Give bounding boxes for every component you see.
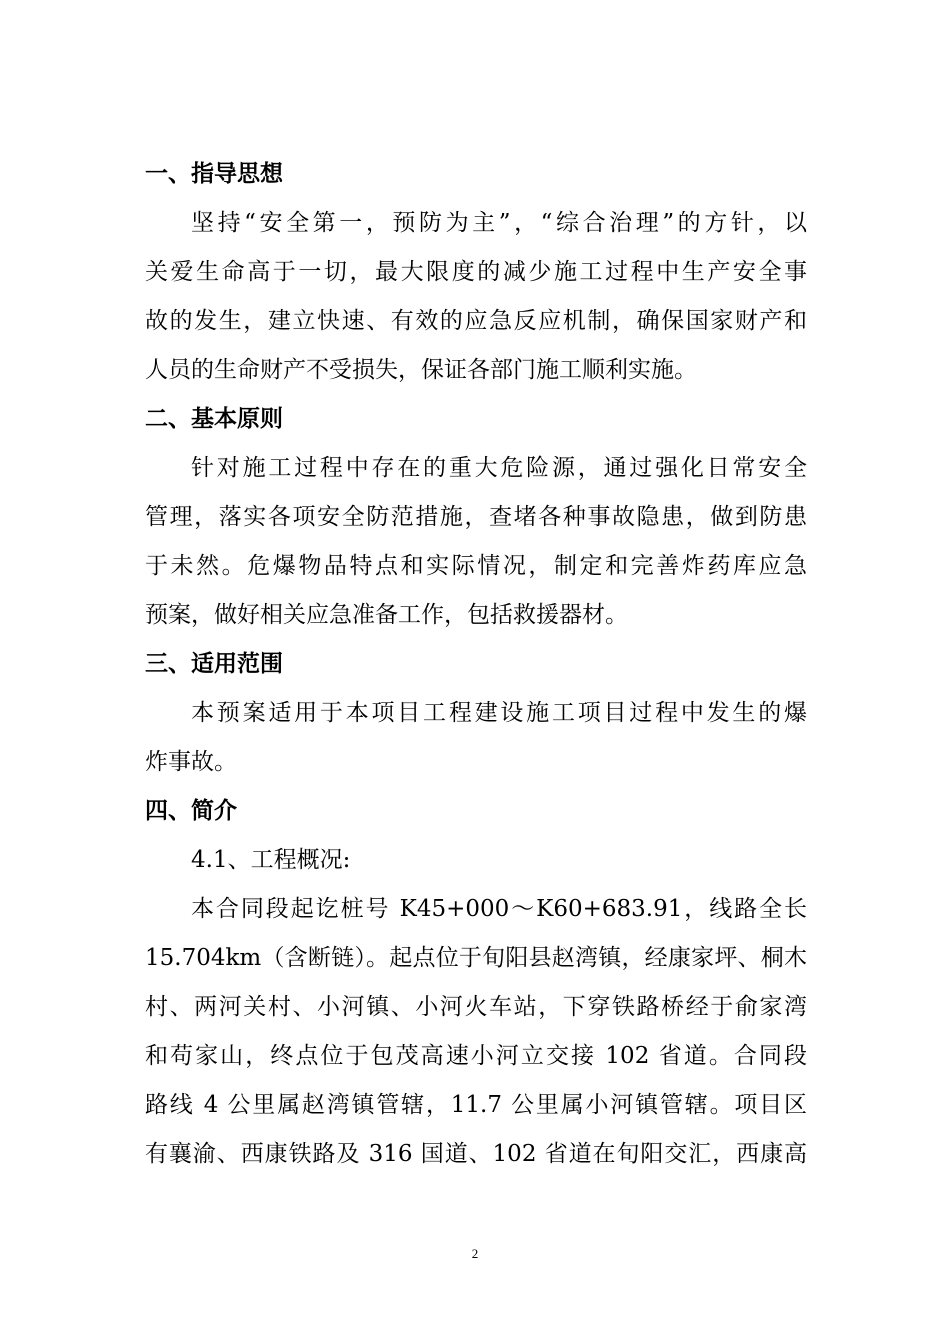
section-scope: [145, 640, 807, 787]
paragraph-line: 本预案适用于本项目工程建设施工项目过程中发生的爆: [191, 700, 807, 726]
page-number: 2: [471, 1246, 479, 1261]
paragraph-line: 管理，落实各项安全防范措施，查堵各种事故隐患，做到防患: [145, 504, 807, 530]
paragraph-line: 关爱生命高于一切，最大限度的减少施工过程中生产安全事: [145, 259, 807, 285]
paragraph-line: 15.704km（含断链）。起点位于旬阳县赵湾镇，经康家坪、桐木: [145, 945, 807, 971]
paragraph-line: 村、两河关村、小河镇、小河火车站，下穿铁路桥经于俞家湾: [145, 994, 807, 1020]
document-body: [145, 150, 807, 1179]
paragraph-line: 人员的生命财产不受损失，保证各部门施工顺利实施。: [145, 357, 697, 383]
section-heading: 四、简介: [145, 798, 237, 824]
paragraph-line: 预案，做好相关应急准备工作，包括救援器材。: [145, 602, 628, 628]
paragraph-line: 炸事故。: [145, 749, 237, 775]
section-introduction: [145, 787, 807, 1179]
paragraph-line: 于未然。危爆物品特点和实际情况，制定和完善炸药库应急: [145, 553, 807, 579]
paragraph-line: 故的发生，建立快速、有效的应急反应机制，确保国家财产和: [145, 308, 807, 334]
subheading: 4.1、工程概况:: [191, 847, 351, 873]
section-heading: 二、基本原则: [145, 406, 283, 432]
paragraph-line: 坚持“安全第一，预防为主”，“综合治理”的方针，以: [191, 210, 807, 236]
section-basic-principles: [145, 395, 807, 640]
paragraph-line: 和苟家山，终点位于包茂高速小河立交接 102 省道。合同段: [145, 1043, 807, 1069]
section-heading: 三、适用范围: [145, 651, 283, 677]
section-guiding-ideology: [145, 150, 807, 395]
paragraph-line: 针对施工过程中存在的重大危险源，通过强化日常安全: [191, 455, 807, 481]
section-heading: 一、指导思想: [145, 161, 283, 187]
paragraph-line: 路线 4 公里属赵湾镇管辖，11.7 公里属小河镇管辖。项目区: [145, 1092, 807, 1118]
paragraph-line: 有襄渝、西康铁路及 316 国道、102 省道在旬阳交汇，西康高: [145, 1141, 807, 1167]
paragraph-line: 本合同段起讫桩号 K45+000～K60+683.91，线路全长: [191, 896, 807, 922]
